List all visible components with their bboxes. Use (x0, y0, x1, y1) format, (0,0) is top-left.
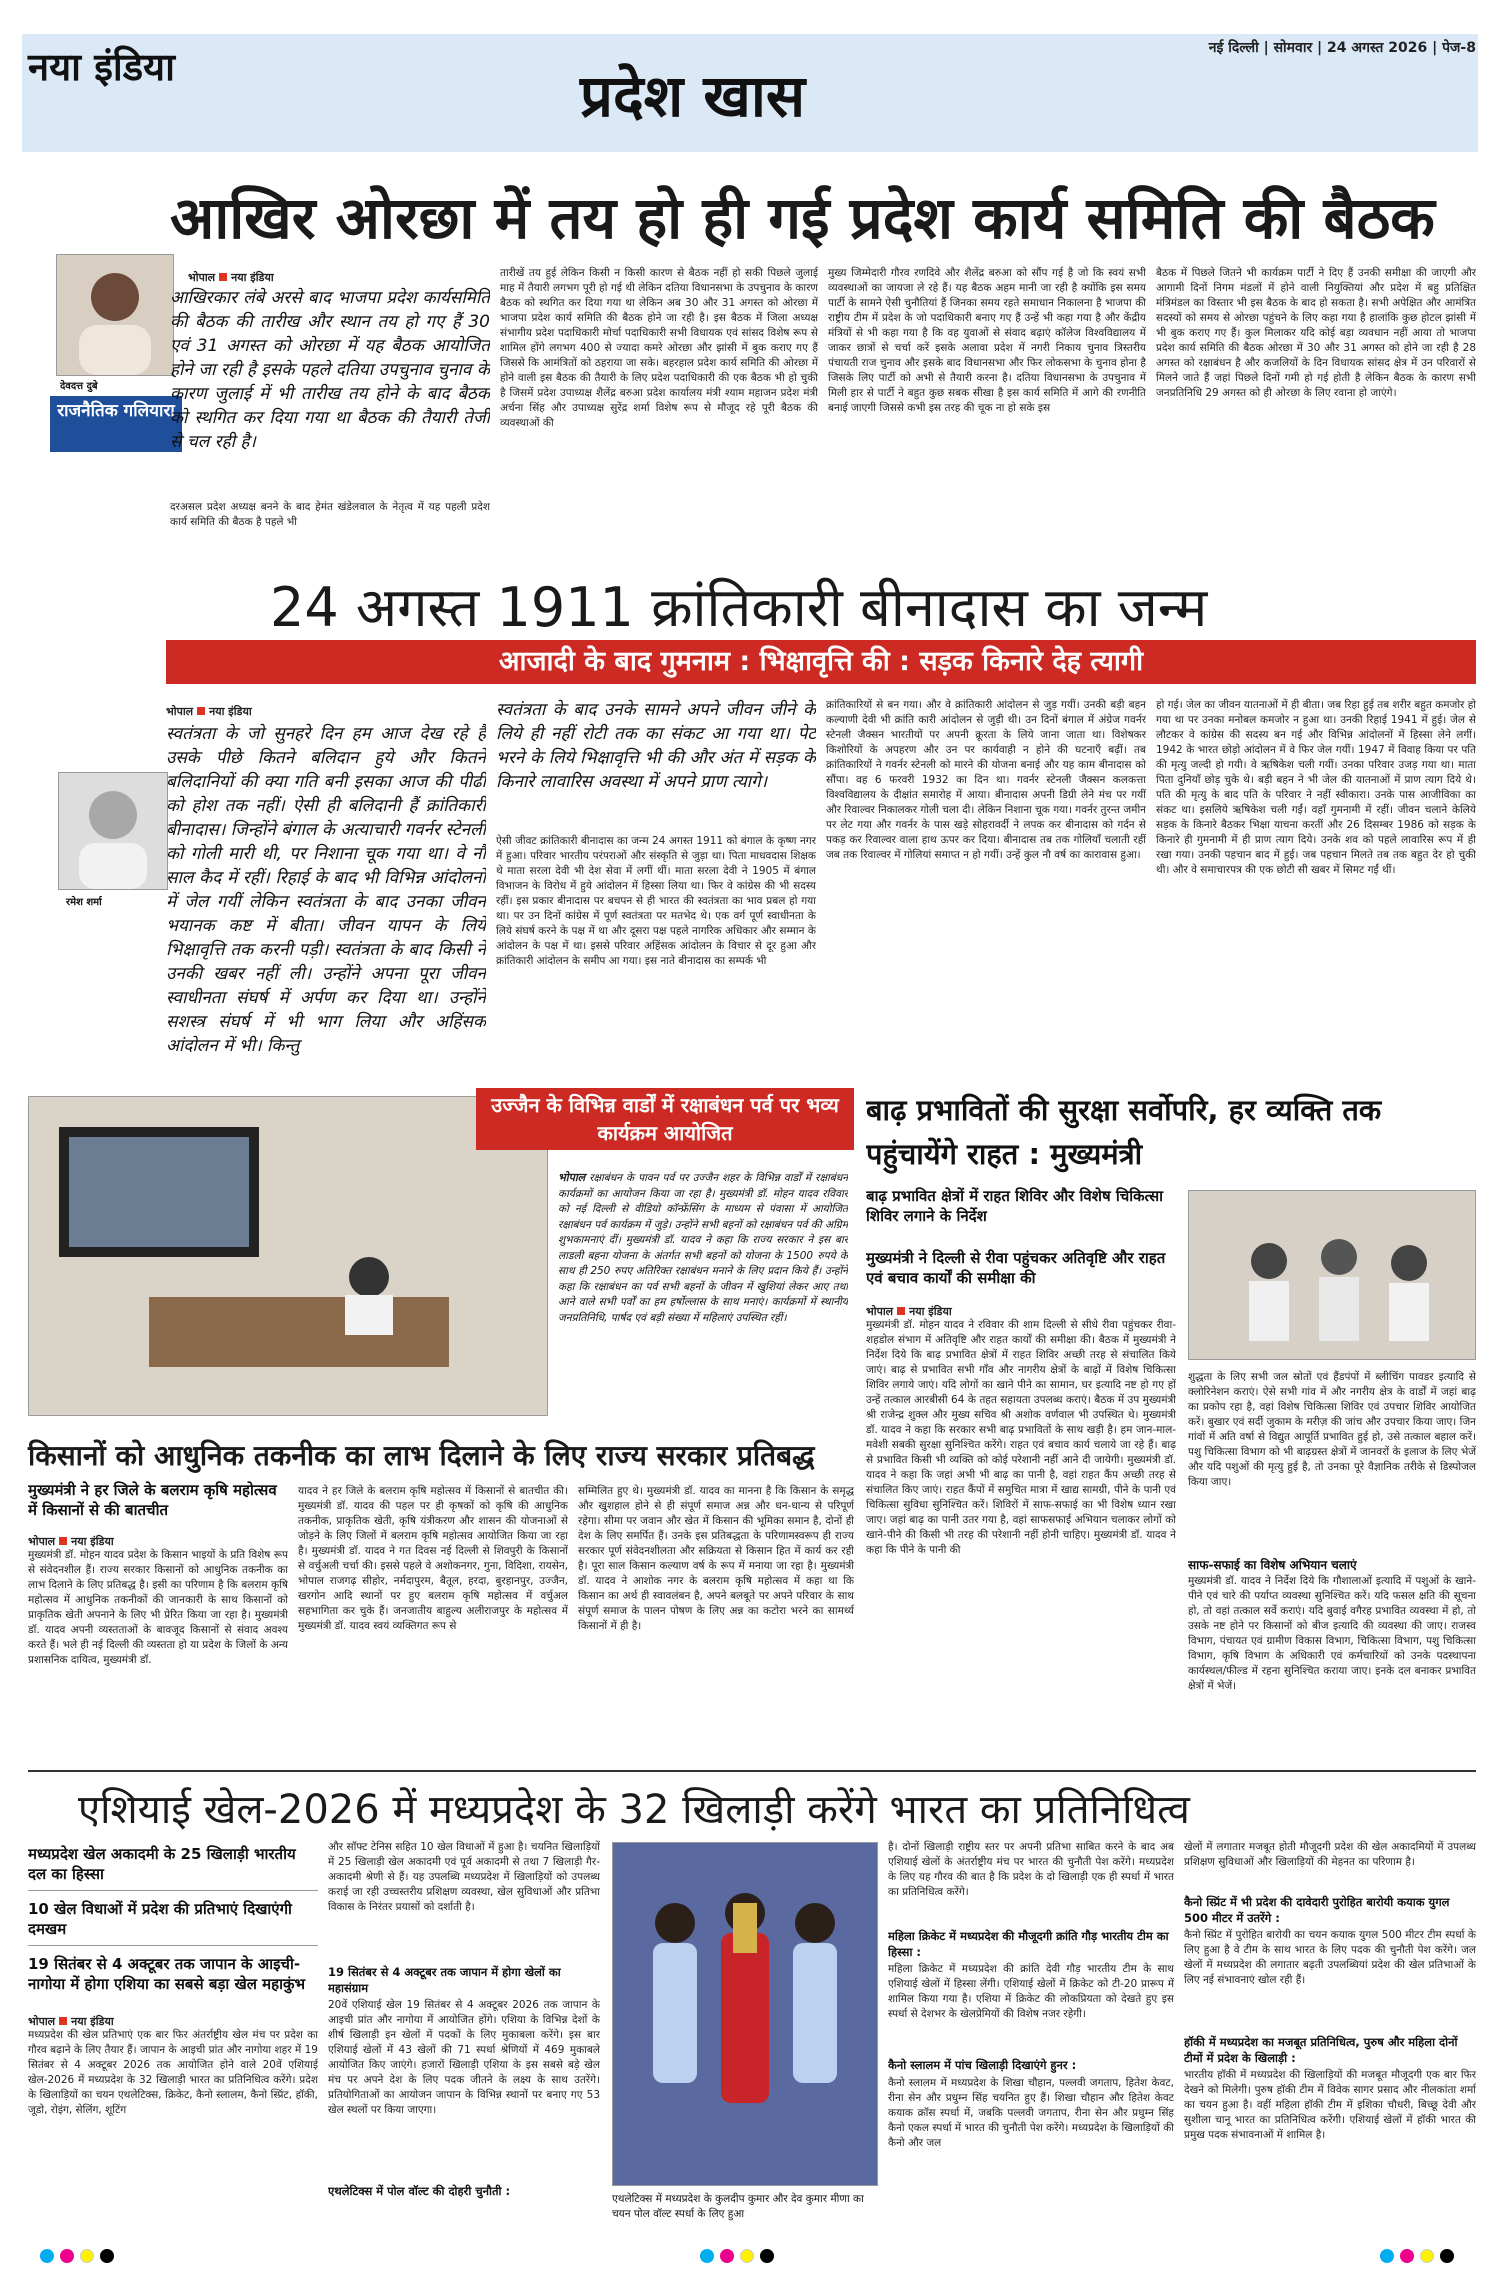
author-name: देवदत्त दुबे (60, 381, 98, 392)
section-divider (28, 1770, 1476, 1772)
magenta-dot (60, 2249, 74, 2263)
story6-body: मध्यप्रदेश की खेल प्रतिभाएं एक बार फिर अंतर्राष्ट्रीय खेल मंच पर प्रदेश का गौरव बढ़ाने के लिए तैयार हैं। जापान के आइची प्रांत और नागोया शहर में 19 सितंबर से 4 अक्टूबर 2026 तक आयोजित होने वाले 20वें एशियाई खेल-2026 में मध्यप्रदेश के 32 खिलाड़ी भारत का प्रतिनिधित्व करेंगे। प्रदेश के खिलाड़ियों का चयन एथलेटिक्स, क्रिकेट, कैनो स्लालम, कैनो स्प्रिंट, हॉकी, जूडो, रोइंग, सेलिंग, शूटिंग (28, 2029, 318, 2116)
bullet-item: 19 सितंबर से 4 अक्टूबर तक जापान के आइची-नागोया में होगा एशिया का सबसे बड़ा खेल महाकुंभ (28, 1955, 306, 1993)
yellow-dot (740, 2249, 754, 2263)
story4-sub3: साफ-सफाई का विशेष अभियान चलाएं (1188, 1558, 1357, 1572)
story1-intro: आखिरकार लंबे अरसे बाद भाजपा प्रदेश कार्यसमिति की बैठक की तारीख और स्थान तय हो गए हैं 30 एवं 31 अगस्त को ओरछा में यह बैठक आयोजित होने जा रही है इसके पहले दतिया उपचुनाव चुनाव के कारण जुलाई में भी तारीख तय होने के बाद बैठक को स्थगित कर दिया गया था बैठक की तैयारी तेजी से चल रही है। (170, 288, 490, 452)
story3-headline: उज्जैन के विभिन्न वार्डों में रक्षाबंधन पर्व पर भव्य कार्यक्रम आयोजित (476, 1088, 854, 1150)
story6-body: कैनो स्लालम में मध्यप्रदेश के शिखा चौहान, पल्लवी जगताप, हितेश केवट, रीना सेन और प्रधुम्न सिंह चयनित हुए हैं। शिखा चौहान और हितेश केवट कयाक क्रॉस स्पर्धा में, जबकि पल्लवी जगताप, रीना सेन और प्रधुम्न सिंह कैनो एकल स्पर्धा में भारत की चुनौती पेश करेंगे। मध्यप्रदेश के खिलाड़ियों की कैनो और जल (888, 2077, 1174, 2149)
video-conference-icon (29, 1097, 547, 1415)
cyan-dot (40, 2249, 54, 2263)
author-photo (58, 772, 168, 890)
story1-body: मुख्य जिम्मेदारी गौरव रणदिवे और शैलेंद्र बरुआ को सौंप गई है जो कि स्वयं सभी व्यवस्थाओं का जायजा ले रहे हैं। यह बैठक अहम मानी जा रही है क्योंकि इस समय पार्टी के सामने ऐसी चुनौतियां हैं जिनका समय रहते समाधान निकालना है भाजपा की राष्ट्रीय टीम में प्रदेश के जो पदाधिकारी बनाए गए हैं उन्हें भी कहा गया है और केंद्रीय मंत्रियों से भी कहा गया है कि वह युवाओं से संवाद बढ़ाएं कॉलेज विश्वविद्यालय में जाकर छात्रों से चर्चा करें इसके अलावा प्रदेश में नगरी निकाय चुनाव त्रिस्तरीय पंचायती राज चुनाव और इसके बाद विधानसभा और फिर लोकसभा के चुनाव होना है जिसके लिए पार्टी को अभी से तैयारी करना है। दतिया विधानसभा के उपचुनाव में मिली हार से पार्टी ने बहुत कुछ सबक सीखा है इस कार्य समिति में आगे की रणनीति बनाई जाएगी जिससे कभी इस तरह की चूक ना हो सके इस (828, 267, 1146, 414)
story6-body: और सॉफ्ट टेनिस सहित 10 खेल विधाओं में हुआ है। चयनित खिलाड़ियों में 25 खिलाड़ी खेल अकादमी एवं पूर्व अकादमी से तथा 7 खिलाड़ी गैर-अकादमी श्रेणी से हैं। यह उपलब्धि मध्यप्रदेश में खिलाड़ियों को उपलब्ध कराई जा रही उच्चस्तरीय प्रशिक्षण व्यवस्था, खेल सुविधाओं और प्रतिभा विकास के निरंतर प्रयासों को दर्शाती है। (328, 1841, 600, 1913)
story6-body: कैनो स्प्रिंट में पुरोहित बारोयी का चयन कयाक युगल 500 मीटर टीम स्पर्धा के लिए हुआ है वे टीम के साथ भारत के लिए पदक की चुनौती पेश करेंगे। जल खेलों में मध्यप्रदेश की लगातार बढ़ती उपलब्धियां प्रदेश की खेल प्रतिभाओं के लिए नई संभावनाएं खोल रही हैं। (1184, 1929, 1476, 1986)
story6-body: 20वें एशियाई खेल 19 सितंबर से 4 अक्टूबर 2026 तक जापान के आइची प्रांत और नागोया में आयोजित होंगे। एशिया के विभिन्न देशों के शीर्ष खिलाड़ी इन खेलों में पदकों के लिए मुकाबला करेंगे। इस बार एशियाई खेलों में 43 खेलों की 71 स्पर्धा श्रेणियों में 469 मुकाबले आयोजित किए जाएंगे। हजारों खिलाड़ी एशिया के इस सबसे बड़े खेल मंच पर अपने देश के लिए पदक जीतने के लक्ष्य के साथ उतरेंगे। प्रतियोगिताओं का आयोजन जापान के विभिन्न स्थानों पर बनाए गए 53 खेल स्थलों पर किया जाएगा। (328, 1999, 600, 2116)
story4-body: मुख्यमंत्री डॉ. यादव ने निर्देश दिये कि गौशालाओं इत्यादि में पशुओं के खाने-पीने एवं चारे की पर्याप्त व्यवस्था सुनिश्चित करें। यदि फसल क्षति की सूचना हो, तो वहां तत्काल सर्वे कराएं। यदि बुवाई वगैरह प्रभावित व्यवस्था में हो, तो उसके नष्ट होने पर किसानों को बीज इत्यादि की व्यवस्था की जाए। राजस्व विभाग, पंचायत एवं ग्रामीण विकास विभाग, चिकित्सा विभाग, पशु चिकित्सा विभाग, कृषि विभाग के अधिकारी एवं कर्मचारियों को उनके पदस्थापना कार्यस्थल/फील्ड में रहना सुनिश्चित कराया जाए। इनके दल बनाकर प्रभावित क्षेत्रों में भेजें। (1188, 1575, 1476, 1692)
author-name: रमेश शर्मा (66, 897, 102, 908)
trophy-athletes-icon (613, 1843, 877, 2185)
registration-marks (1380, 2249, 1454, 2263)
story6-sub: 19 सितंबर से 4 अक्टूबर तक जापान में होगा खेलों का महासंग्राम (328, 1965, 561, 1995)
story6-byline: भोपाल नया इंडिया (28, 2015, 114, 2028)
story6-sub: कैनो स्प्रिंट में भी प्रदेश की दावेदारी पुरोहित बारोयी कयाक युगल 500 मीटर में उतरेंगे : (1184, 1895, 1450, 1925)
author-photo (56, 254, 174, 376)
story4-sub1: बाढ़ प्रभावित क्षेत्रों में राहत शिविर और विशेष चिकित्सा शिविर लगाने के निर्देश (866, 1187, 1163, 1225)
photo-caption: एथलेटिक्स में मध्यप्रदेश के कुलदीप कुमार और देव कुमार मीणा का चयन पोल वॉल्ट स्पर्धा के लिए हुआ (612, 2193, 864, 2220)
story2-body: क्रांतिकारियों से बन गया। और वे क्रांतिकारी आंदोलन से जुड़ गयीं। उनकी बड़ी बहन कल्याणी देवी भी क्रांति कारी आंदोलन से जुड़ी थी। उन दिनों बंगाल में अंग्रेज गवर्नर स्टेनली जैक्सन भारतीयों पर अपनी क्रूरता के लिये जाना जाता था। विशेषकर किशोरियों के अपहरण और उन पर कार्यवाही न होने की घटनाएँ बढ़ीं। तब क्रांतिकारियों ने गवर्नर स्टेनली को मारने की योजना बनाई और यह काम बीनादास को सौंपा। वह 6 फरवरी 1932 का दिन था। गवर्नर स्टेनली जैक्सन कलकत्ता विश्वविद्यालय के दीक्षांत समारोह में आया। बीनादास अपनी डिग्री लेने मंच पर गयीं और रिवाल्वर निकालकर गोली चला दी। लेकिन निशाना चूक गया। गवर्नर तुरन्त जमीन पर लेट गया और गवर्नर के पास खड़े सोहरावर्दी ने लपक कर बीनादास को गर्दन से पकड़ कर रिवाल्वर वाला हाथ ऊपर कर दिया। बीनादास तब तक गोलियाँ चलाती रहीं जब तक रिवाल्वर में गोलियां समाप्त न हो गयीं। उन्हें कुल नौ वर्ष का कारावास हुआ। (826, 699, 1146, 861)
story2-intro: स्वतंत्रता के जो सुनहरे दिन हम आज देख रहे हैं उसके पीछे कितने बलिदान हुये और कितने बलिदानियों की क्या गति बनी इसका आज की पीढी को होश तक नहीं। ऐसी ही बलिदानी हैं क्रांतिकारी बीनादास। जिन्होंने बंगाल के अत्याचारी गवर्नर स्टेनली को गोली मारी थी, पर निशाना चूक गया था। वे नौ साल कैद में रहीं। रिहाई के बाद भी विभिन्न आंदोलनों में जेल गयीं लेकिन स्वतंत्रता के बाद उनका जीवन भयानक कष्ट में बीता। जीवन यापन के लिये भिक्षावृत्ति तक करनी पड़ी। स्वतंत्रता के बाद किसी ने उनकी खबर नहीं ली। उन्होंने अपना पूरा जीवन स्वाधीनता संघर्ष में अर्पण कर दिया था। उन्होंने सशस्त्र संघर्ष में भी भाग लिया और अहिंसक आंदोलन में भी। किन्तु (166, 724, 486, 1056)
story1-body: बैठक में पिछले जितने भी कार्यक्रम पार्टी ने दिए हैं उनकी समीक्षा की जाएगी और आगामी दिनों निगम मंडलों में होने वाली नियुक्तियां और प्रदेश में बहु प्रतिक्षित मंत्रिमंडल का विस्तार भी इस बैठक के बाद हो सकता है। सभी अपेक्षित और आमंत्रित सदस्यों को समय से ओरछा पहुंचने के लिए कहा गया है हालांकि कुछ होटल झांसी में भी बुक कराए गए हैं। कुल मिलाकर यदि कोई बड़ा व्यवधान नहीं आया तो भाजपा प्रदेश कार्य समिति की बैठक ओरछा में 30 और 31 अगस्त को होने जा रही है 28 अगस्त को रक्षाबंधन है और कजलियों के दिन विधायक सांसद क्षेत्र में उन परिवारों से मिलने जाते हैं जहां पिछले दिनों गमी हो गई होती है लेकिन बैठक के कारण सभी जनप्रतिनिधि 29 अगस्त को ही ओरछा के लिए रवाना हो जाएंगे। (1156, 267, 1476, 399)
story4-body: शुद्धता के लिए सभी जल स्रोतों एवं हैंडपंपों में ब्लीचिंग पावडर इत्यादि से क्लोरिनेशन कराएं। ऐसे सभी गांव में और नगरीय क्षेत्र के वार्डों में जहां बाढ़ का प्रकोप रहा है, वहां विशेष चिकित्सा शिविर एवं उपचार शिविर आयोजित करें। बुखार एवं सर्दी जुकाम के मरीज़ की जांच और उपचार किया जाए। जिन गांवों में अति वर्षा से विद्युत आपूर्ति प्रभावित हुई हो, उसे तत्काल बहाल करें। पशु चिकित्सा विभाग को भी बाढ़ग्रस्त क्षेत्रों में जानवरों के इलाज के लिए भेजें और यदि पशुओं की मृत्यु हुई है, तो उनका पूरे वैज्ञानिक तरीके से डिस्पोजल किया जाए। (1188, 1371, 1476, 1488)
registration-marks (40, 2249, 114, 2263)
story6-sub: हॉकी में मध्यप्रदेश का मजबूत प्रतिनिधित्व, पुरुष और महिला दोनों टीमों में प्रदेश के खिलाड़ी : (1184, 2035, 1458, 2065)
review-photo (1188, 1190, 1476, 1360)
story1-headline: आखिर ओरछा में तय हो ही गई प्रदेश कार्य समिति की बैठक (170, 184, 1435, 252)
story5-sub: मुख्यमंत्री ने हर जिले के बलराम कृषि महोत्सव में किसानों से की बातचीत (28, 1481, 277, 1519)
story6-body: खेलों में लगातार मजबूत होती मौजूदगी प्रदेश की खेल अकादमियों में उपलब्ध प्रशिक्षण सुविधाओं और खिलाड़ियों की मेहनत का परिणाम है। (1184, 1841, 1476, 1868)
story3-body: भोपाल रक्षाबंधन के पावन पर्व पर उज्जैन शहर के विभिन्न वार्डों में रक्षाबंधन कार्यक्रमों का आयोजन किया जा रहा है। मुख्यमंत्री डॉ. मोहन यादव रविवार को नई दिल्ली से वीडियो कॉन्फ्रेंसिंग के माध्यम से पंवासा में आयोजित रक्षाबंधन पर्व कार्यक्रम में जुड़े। उन्होंने सभी बहनों को रक्षाबंधन पर्व की अग्रिम शुभकामनाएं दीं। मुख्यमंत्री डॉ. यादव ने कहा कि राज्य सरकार ने इस बार लाडली बहना योजना के अंतर्गत सभी बहनों को योजना के 1500 रुपये के साथ ही 250 रुपए अतिरिक्त रक्षाबंधन मनाने के लिए प्रदान किये हैं। उन्होंने कहा कि रक्षाबंधन का पर्व सभी बहनों के जीवन में खुशियां लेकर आए तथा आने वाले सभी पर्वों का हम हर्षोल्लास के साथ मनाएं। कार्यक्रमों में स्थानीय जनप्रतिनिधि, पार्षद एवं बड़ी संख्या में महिलाएं उपस्थित रहीं। (558, 1171, 848, 1324)
story2-body: हो गई। जेल का जीवन यातनाओं में ही बीता। जब रिहा हुई तब शरीर बहुत कमजोर हो गया था पर उनका मनोबल कमजोर न हुआ था। उनकी रिहाई 1941 में हुई। जेल से लौटकर वे कांग्रेस की सदस्य बन गई और विभिन्न आंदोलनों में हिस्सा लेने लगीं। 1942 के भारत छोड़ो आंदोलन में वे फिर जेल गयीं। 1947 में विवाह किया पर पति की मृत्यु जल्दी हो गयी। वे ऋषिकेश चली गयीं। उनका परिवार उजड़ गया था। माता पिता दुनियाँ छोड़ चुके थे। बड़ी बहन ने भी जेल की यातनाओं में प्राण त्याग दिये थे। पति की मृत्यु के बाद पति के परिवार ने नहीं स्वीकारा। उनके पास आजीविका का संकट था। इसलिये ऋषिकेश चली गईं। वहाँ गुमनामी में रहीं। जीवन चलाने केलिये सड़क के किनारे बैठकर भिक्षा याचना करतीं और 26 दिसम्बर 1986 को सड़क के किनारे ही गुमनामी में ही प्राण त्याग दिये। उनके शव को पहले लावारिस रूप में ही रखा गया। उनकी पहचान बाद में हुई। जब पहचान मिलते तब तक बहुत देर हो चुकी थी। और वे समाचारपत्र की एक छोटी सी खबर में सिमट गईं थीं। (1156, 699, 1476, 876)
magenta-dot (1400, 2249, 1414, 2263)
story5-body: सम्मिलित हुए थे। मुख्यमंत्री डॉ. यादव का मानना है कि किसान के समृद्ध और खुशहाल होने से ही संपूर्ण समाज अन्न और धन-धान्य से परिपूर्ण रहेगा। सीमा पर जवान और खेत में किसान की भूमिका समान है, दोनों ही देश के लिए समर्पित हैं। उनके इस प्रतिबद्धता के परिणामस्वरूप ही राज्य सरकार पूर्ण संवेदनशीलता और सक्रियता से किसान हित में कार्य कर रही है। पूरा साल किसान कल्याण वर्ष के रूप में मनाया जा रहा है। मुख्यमंत्री डॉ. यादव ने आशोक नगर के बलराम कृषि महोत्सव में कहा था कि किसान का अर्थ ही स्वावलंबन है, अपने बलबूते पर अपने परिवार के साथ संपूर्ण समाज के पालन पोषण के लिए अन्न का कटोरा भरने का सामर्थ्य किसानों में ही है। (578, 1485, 854, 1632)
athletes-photo (612, 1842, 878, 2186)
story4-headline: बाढ़ प्रभावितों की सुरक्षा सर्वोपरि, हर व्यक्ति तक पहुंचायेंगे राहत : मुख्यमंत्री (866, 1093, 1382, 1171)
column-tag: राजनैतिक गलियारा (50, 396, 182, 452)
magenta-dot (720, 2249, 734, 2263)
story4-byline: भोपाल नया इंडिया (866, 1305, 952, 1318)
story6-body: महिला क्रिकेट में मध्यप्रदेश की क्रांति देवी गौड़ भारतीय टीम के साथ एशियाई खेलों में हिस्सा लेंगी। एशियाई खेलों में क्रिकेट को टी-20 प्रारूप में शामिल किया गया है। एशिया में क्रिकेट की लोकप्रियता को देखते हुए इस स्पर्धा से देशभर के खेलप्रेमियों की विशेष नजर रहेगी। (888, 1963, 1174, 2020)
cyan-dot (700, 2249, 714, 2263)
story5-body: मुख्यमंत्री डॉ. मोहन यादव प्रदेश के किसान भाइयों के प्रति विशेष रूप से संवेदनशील हैं। राज्य सरकार किसानों को आधुनिक तकनीक का लाभ दिलाने के लिए प्रतिबद्ध है। इसी का परिणाम है कि बलराम कृषि महोत्सव में आधुनिक तकनीकों की जानकारी के साथ किसानों को प्राकृतिक खेती अपनाने के लिए भी प्रेरित किया जा रहा है। मुख्यमंत्री डॉ. यादव अपनी व्यस्तताओं के बावजूद किसानों से संवाद अवश्य करते हैं। भले ही नई दिल्ली की व्यस्तता हो या प्रदेश के जिलों के अन्य प्रशासनिक दायित्व, मुख्यमंत्री डॉ. (28, 1549, 288, 1666)
story6-body: भारतीय हॉकी में मध्यप्रदेश की खिलाड़ियों की मजबूत मौजूदगी एक बार फिर देखने को मिलेगी। पुरुष हॉकी टीम में विवेक सागर प्रसाद और नीलकांता शर्मा का चयन हुआ है। वहीं महिला हॉकी टीम में इशिका चौधरी, बिच्छू देवी और सुशीला चानू भारत का प्रतिनिधित्व करेंगी। एशियाई खेलों में हॉकी भारत की प्रमुख पदक संभावनाओं में शामिल है। (1184, 2069, 1476, 2141)
cyan-dot (1380, 2249, 1394, 2263)
people-meeting-icon (1189, 1191, 1475, 1359)
black-dot (760, 2249, 774, 2263)
black-dot (1440, 2249, 1454, 2263)
black-dot (100, 2249, 114, 2263)
story5-byline: भोपाल नया इंडिया (28, 1535, 114, 1548)
bullet-item: मध्यप्रदेश खेल अकादमी के 25 खिलाड़ी भारतीय दल का हिस्सा (28, 1844, 318, 1891)
story5-body: यादव ने हर जिले के बलराम कृषि महोत्सव में किसानों से बातचीत की। मुख्यमंत्री डॉ. यादव की पहल पर ही कृषकों को कृषि की आधुनिक तकनीक, प्राकृतिक खेती, कृषि यंत्रीकरण और शासन की योजनाओं से जोड़ने के लिए जिलों में बलराम कृषि महोत्सव आयोजित किया जा रहा है। मुख्यमंत्री डॉ. यादव ने गत दिवस नई दिल्ली से शिवपुरी के किसानों से वर्चुअली चर्चा की। इससे पहले वे अशोकनगर, गुना, विदिशा, रायसेन, भोपाल राजगढ़ सीहोर, नर्मदापुरम, बैतूल, हरदा, बुरहानपुर, उज्जैन, खरगोन आदि स्थानों पर हुए बलराम कृषि महोत्सव में वर्चुअल सहभागिता कर चुके हैं। जनजातीय बाहुल्य अलीराजपुर के महोत्सव में मुख्यमंत्री डॉ. यादव स्वयं व्यक्तिगत रूप से (298, 1485, 568, 1632)
story2-intro: स्वतंत्रता के बाद उनके सामने अपने जीवन जीने के लिये ही नहीं रोटी तक का संकट आ गया था। पेट भरने के लिये भिक्षावृत्ति भी की और अंत में सड़क के किनारे लावारिस अवस्था में अपने प्राण त्यागे। (496, 700, 816, 792)
story6-bullets (28, 1844, 318, 2000)
section-title: प्रदेश खास (580, 62, 806, 130)
registration-marks (700, 2249, 774, 2263)
story2-body: ऐसी जीवट क्रांतिकारी बीनादास का जन्म 24 अगस्त 1911 को बंगाल के कृष्ण नगर में हुआ। परिवार भारतीय परंपराओं और संस्कृति से जुड़ा था। पिता माधवदास शिक्षक थे माता सरला देवी भी देश सेवा में लगीं थीं। माता सरला देवी ने 1905 में बंगाल विभाजन के विरोध में हुये आंदोलन में हिस्सा लिया था। फिर वे कांग्रेस की भी सदस्य रहीं। इस प्रकार बीनादास पर बचपन से ही भारत की स्वतंत्रता का भाव प्रबल हो गया था। पर उन दिनों कांग्रेस में पूर्ण स्वतंत्रता पर मतभेद थे। एक वर्ग पूर्ण स्वाधीनता के लिये संघर्ष करने के पक्ष में था और दूसरा पक्ष पहले नागरिक अधिकार और सम्मान के आंदोलन के पक्ष में था। इससे परिवार अहिंसक आंदोलन के विचार से दूर हुआ और क्रांतिकारी आंदोलन के समीप आ गया। इस नाते बीनादास का सम्पर्क भी (496, 835, 816, 967)
story1-body: दरअसल प्रदेश अध्यक्ष बनने के बाद हेमंत खंडेलवाल के नेतृत्व में यह पहली प्रदेश कार्य समिति की बैठक है पहले भी (170, 501, 490, 528)
story6-sub: महिला क्रिकेट में मध्यप्रदेश की मौजूदगी क्रांति गौड़ भारतीय टीम का हिस्सा : (888, 1929, 1169, 1959)
story2-byline: भोपाल नया इंडिया (166, 705, 252, 718)
bullet-item: 10 खेल विधाओं में प्रदेश की प्रतिभाएं दिखाएंगी दमखम (28, 1899, 318, 1946)
story1-body: तारीखें तय हुई लेकिन किसी न किसी कारण से बैठक नहीं हो सकी पिछले जुलाई माह में तैयारी लगभग पूरी हो गई थी लेकिन दतिया विधानसभा के उपचुनाव के कारण बैठक को स्थगित कर दिया गया था लेकिन अब 30 और 31 अगस्त को ओरछा में भाजपा प्रदेश कार्य समिति की बैठक होने जा रही है। इस बैठक में जिला अध्यक्ष संभागीय प्रदेश पदाधिकारी मोर्चा पदाधिकारी सभी विधायक एवं सांसद विशेष रूप से शामिल होंगे लगभग 400 से ज्यादा कमरे ओरछा और झांसी में बुक कराए गए हैं जिससे कि आमंत्रितों को ठहराया जा सके। बहरहाल प्रदेश कार्य समिति की ओरछा में होने वाली इस बैठक की तैयारी के लिए प्रदेश पदाधिकारी की एक बैठक भी हो चुकी है जिसमें प्रदेश उपाध्यक्ष शैलेंद्र बरुआ प्रदेश कार्यालय मंत्री श्याम महाजन प्रदेश मंत्री अर्चना सिंह और उपाध्यक्ष सुरेंद्र शर्मा विशेष रूप से मौजूद रहे पूरी बैठक की व्यवस्थाओं की (500, 267, 818, 429)
story6-sub: एथलेटिक्स में पोल वॉल्ट की दोहरी चुनौती : (328, 2184, 511, 2198)
person-icon (57, 255, 173, 375)
story4-body: मुख्यमंत्री डॉ. मोहन यादव ने रविवार की शाम दिल्ली से सीधे रीवा पहुंचकर रीवा-शहडोल संभाग में अतिवृष्टि और राहत कार्यों की समीक्षा की। बैठक में मुख्यमंत्री ने निर्देश दिये कि बाढ़ प्रभावित क्षेत्रों में राहत शिविर अच्छी तरह से संचालित किये जाएं। बाढ़ से प्रभावित सभी गाँव और नागरीय क्षेत्रों के बाढ़ों में विशेष चिकित्सा शिविर लगाये जाएं। यदि लोगों का खाने पीने का सामान, घर इत्यादि नष्ट हो गए हों उन्हें तत्काल आरबीसी 64 के तहत सहायता उपलब्ध कराएं। बैठक में उप मुख्यमंत्री श्री राजेन्द्र शुक्ल और मुख्य सचिव श्री अशोक वर्णवाल भी उपस्थित थे। मुख्यमंत्री डॉ. यादव ने कहा कि सरकार सभी बाढ़ प्रभावितों के साथ खड़ी है। हम जान-माल-मवेशी सबकी सुरक्षा सुनिश्चित करेंगे। राहत एवं बचाव कार्य चलाये जा रहे हैं। बाढ़ से प्रभावित किसी भी व्यक्ति को कोई परेशानी नहीं आने दी जायेगी। मुख्यमंत्री डॉ. यादव ने कहा कि जहां अभी भी बाढ़ का पानी है, वहां राहत कैंप अच्छी तरह से संचालित किए जाएं। राहत कैंपों में समुचित मात्रा में खाद्य सामग्री, पीने के पानी एवं चिकित्सा सुविधा सुनिश्चित करें। शिविरों में साफ-सफाई का भी विशेष ध्यान रखा जाए। जहां बाढ़ का पानी उतर गया है, वहां साफसफाई अभियान चलाकर लोगों को खाने-पीने की किसी भी तरह की परेशानी नहीं होनी चाहिए। मुख्यमंत्री डॉ. यादव ने कहा कि पीने के पानी की (866, 1319, 1176, 1556)
newspaper-logo: नया इंडिया (28, 44, 175, 89)
story1-byline: भोपाल नया इंडिया (188, 271, 274, 284)
story6-body: है। दोनों खिलाड़ी राष्ट्रीय स्तर पर अपनी प्रतिभा साबित करने के बाद अब एशियाई खेलों के अंतर्राष्ट्रीय मंच पर भारत की चुनौती पेश करेंगे। मध्यप्रदेश के लिए यह गौरव की बात है कि प्रदेश के दो खिलाड़ी एक ही स्पर्धा में भारत का प्रतिनिधित्व करेंगे। (888, 1841, 1174, 1898)
dateline: नई दिल्ली | सोमवार | 24 अगस्त 2026 | पेज-8 (1208, 40, 1476, 56)
yellow-dot (1420, 2249, 1434, 2263)
yellow-dot (80, 2249, 94, 2263)
person-icon (59, 773, 167, 889)
story2-headline: 24 अगस्त 1911 क्रांतिकारी बीनादास का जन्म (270, 576, 1208, 639)
story6-sub: कैनो स्लालम में पांच खिलाड़ी दिखाएंगे हुनर : (888, 2058, 1077, 2072)
story2-subhead: आजादी के बाद गुमनाम : भिक्षावृत्ति की : सड़क किनारे देह त्यागी (166, 640, 1476, 684)
meeting-photo (28, 1096, 548, 1416)
story6-headline: एशियाई खेल-2026 में मध्यप्रदेश के 32 खिलाड़ी करेंगे भारत का प्रतिनिधित्व (78, 1787, 1190, 1833)
story5-headline: किसानों को आधुनिक तकनीक का लाभ दिलाने के लिए राज्य सरकार प्रतिबद्ध (28, 1439, 815, 1472)
story4-sub2: मुख्यमंत्री ने दिल्ली से रीवा पहुंचकर अतिवृष्टि और राहत एवं बचाव कार्यों की समीक्षा की (866, 1249, 1166, 1287)
